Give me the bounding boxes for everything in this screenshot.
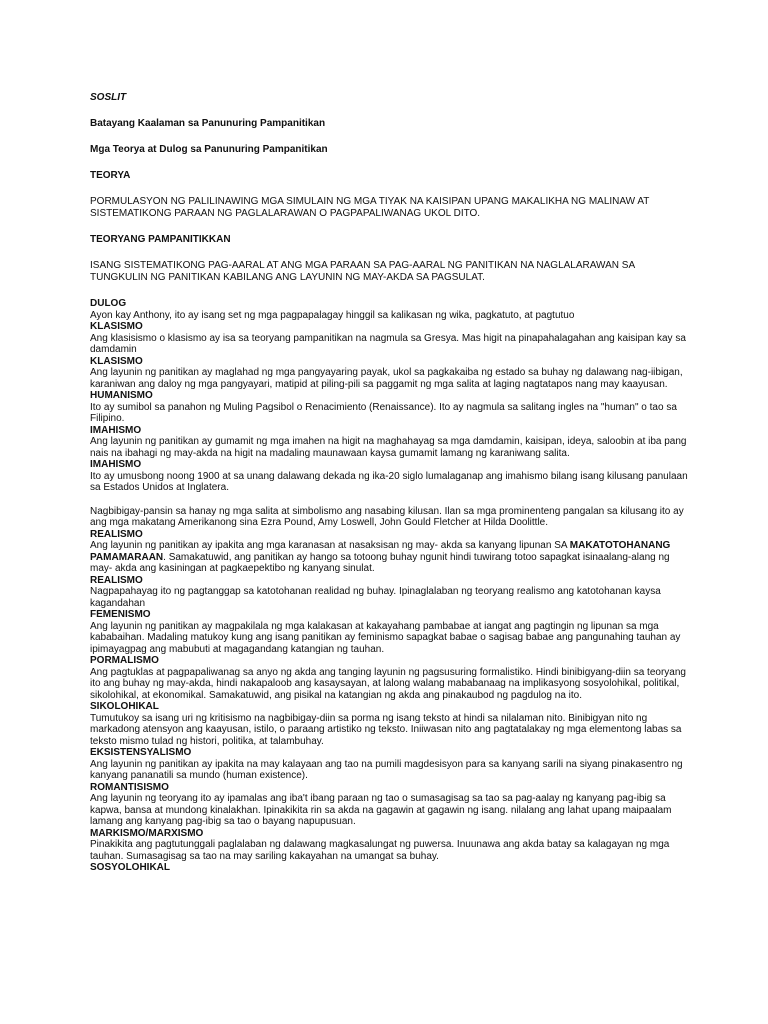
section-text: Ang layunin ng panitikan ay gumamit ng mga imahen na higit na maghahayag sa mga damdamin, kaisipan, ideya, saloobin at iba pang nais na ibahagi ng may-akda na higit na madaling maunawaan kaysa gumamit lamang ng karaniwang salita. <box>90 436 687 459</box>
section-title: IMAHISMO <box>90 459 142 470</box>
section-sikolohikal <box>90 701 690 747</box>
section-text: Ang klasisismo o klasismo ay isa sa teoryang pampanitikan na nagmula sa Gresya. Mas higit na pinapahalagahan ang kaisipan kay sa damdamin <box>90 332 686 355</box>
section-imahismo-continued <box>90 506 690 529</box>
section-title: MARKISMO/MARXISMO <box>90 827 204 839</box>
section-text: Nagbibigay-pansin sa hanay ng mga salita at simbolismo ang nasabing kilusan. Ilan sa mga prominenteng pangalan sa kilusang ito ay ang mga makatang Amerikanong sina Ezra Pound, Amy Loswell, John Gould Fletcher at Hilda Doolittle. <box>90 505 684 528</box>
section-text-emphasis: MAKATOTOHANANG PAMAMARAAN <box>90 540 671 563</box>
section-text: Pinakikita ang pagtutunggali paglalaban ng dalawang magkasalungat ng puwersa. Inuunawa ang akda batay sa kalagayan ng mga tauhan. Sumasagisag sa tao na may sariling kakayahan na umangat sa buhay. <box>90 839 670 862</box>
section-text <box>90 540 690 575</box>
section-title: PORMALISMO <box>90 655 159 666</box>
teoryang-pampanitikan-text: ISANG SISTEMATIKONG PAG-AARAL AT ANG MGA PARAAN SA PAG-AARAL NG PANITIKAN NA NAGLALARAWAN SA TUNGKULIN NG PANITIKAN KABILANG ANG LAYUNIN NG MAY-AKDA SA PAGSULAT. <box>90 260 635 283</box>
section-dulog <box>90 298 690 321</box>
section-imahismo-1 <box>90 425 690 460</box>
section-title: KLASISMO <box>90 321 143 332</box>
section-text-part: . Samakatuwid, ang panitikan ay hango sa totoong buhay ngunit hindi tuwirang totoo sapagkat isinaalang-alang ng may- akda ang kasiningan at pagkaepektibo ng kanyang sinulat. <box>90 551 670 574</box>
section-title: HUMANISMO <box>90 390 153 401</box>
section-femenismo <box>90 609 690 655</box>
doc-heading-1: Batayang Kaalaman sa Panunuring Pampanitikan <box>90 118 326 129</box>
section-title: ROMANTISISMO <box>90 781 169 793</box>
section-eksistensyalismo <box>90 747 690 782</box>
section-title: REALISMO <box>90 574 143 586</box>
teoryang-pampanitikan-title: TEORYANG PAMPANITIKKAN <box>90 234 231 245</box>
section-realismo-1 <box>90 529 690 575</box>
document-page <box>90 92 690 874</box>
section-text: Ito ay sumibol sa panahon ng Muling Pagsibol o Renacimiento (Renaissance). Ito ay nagmula sa salitang ingles na "human" o tao sa Filipino. <box>90 401 677 424</box>
section-romantisismo <box>90 782 690 828</box>
section-text: Ito ay umusbong noong 1900 at sa unang dalawang dekada ng ika-20 siglo lumalaganap ang imahismo bilang isang kilusang panulaan sa Estados Unidos at Inglatera. <box>90 470 688 493</box>
doc-label: SOSLIT <box>90 92 127 103</box>
section-text: Tumutukoy sa isang uri ng kritisismo na nagbibigay-diin sa porma ng isang teksto at hindi sa nilalaman nito. Binibigyan nito ng markadong atensyon ang kaayusan, istilo, o paraang artistiko ng teksto. Iniiwasan nito ang pagtatalakay ng mga elementong labas sa teksto mismo tulad ng histori, politika, at talambuhay. <box>90 712 682 747</box>
section-realismo-2 <box>90 575 690 610</box>
teorya-text: PORMULASYON NG PALILINAWING MGA SIMULAIN NG MGA TIYAK NA KAISIPAN UPANG MAKALIKHA NG MALINAW AT SISTEMATIKONG PARAAN NG PAGLALARAWAN O PAGPAPALIWANAG UKOL DITO. <box>90 196 650 219</box>
section-klasismo-2 <box>90 356 690 391</box>
section-text-part: Ang layunin ng panitikan ay ipakita ang mga karanasan at nasaksisan ng may- akda sa kanyang lipunan SA <box>90 540 570 551</box>
section-title: DULOG <box>90 298 127 309</box>
section-title: REALISMO <box>90 528 143 540</box>
section-title: SIKOLOHIKAL <box>90 701 159 712</box>
section-sosyolohikal <box>90 862 690 874</box>
section-text: Ayon kay Anthony, ito ay isang set ng mga pagpapalagay hinggil sa kalikasan ng wika, pagkatuto, at pagtutuo <box>90 309 575 321</box>
section-text: Ang pagtuklas at pagpapaliwanag sa anyo ng akda ang tanging layunin ng pagsusuring formalistiko. Hindi binibigyang-diin sa teoryang ito ang buhay ng may-akda, hindi nakapaloob ang kasaysayan, at lalong walang mababanaag na implikasyong sosyolohikal, politikal, sikolohikal, at ekonomikal. Samakatuwid, ang pisikal na katangian ng akda ang pinakaubod ng pagdulog na ito. <box>90 666 686 701</box>
section-text: Ang layunin ng panitikan ay ipakita na may kalayaan ang tao na pumili magdesisyon para sa kanyang sarili na siyang pinakasentro ng kanyang pananatili sa mundo (human existence). <box>90 758 683 781</box>
section-title: IMAHISMO <box>90 424 142 436</box>
section-klasismo-1 <box>90 321 690 356</box>
section-text: Ang layunin ng panitikan ay maglahad ng mga pangyayaring payak, ukol sa pagkakaiba ng estado sa buhay ng dalawang nag-iibigan, karaniwan ang daloy ng mga pangyayari, matipid at piling-pili sa paggamit ng mga salita at laging nagtatapos nang may kaayusan. <box>90 367 683 390</box>
section-title: SOSYOLOHIKAL <box>90 862 171 873</box>
section-title: KLASISMO <box>90 355 143 367</box>
section-text: Ang layunin ng teoryang ito ay ipamalas ang iba't ibang paraan ng tao o sumasagisag sa tao sa pag-aalay ng kanyang pag-ibig sa kapwa, bansa at mundong kinalakhan. Ipinakikita rin sa akda na gagawin at gagawin ng isang. nilalang ang lahat upang maipaalam lamang ang kanyang pag-ibig sa tao o bayang napupusuan. <box>90 793 672 827</box>
section-humanismo <box>90 390 690 425</box>
section-text: Nagpapahayag ito ng pagtanggap sa katotohanan realidad ng buhay. Ipinaglalaban ng teoryang realismo ang katotohanan kaysa kagandahan <box>90 586 661 609</box>
section-text: Ang layunin ng panitikan ay magpakilala ng mga kalakasan at kakayahang pambabae at iangat ang pagtingin ng lipunan sa mga kababaihan. Madaling matukoy kung ang isang panitikan ay feminismo sapagkat babae o sagisag babae ang pangunahing tauhan ay ipimayagpag ang mabubuti at magagandang katangian ng tauhan. <box>90 620 681 655</box>
section-markismo <box>90 828 690 863</box>
section-pormalismo <box>90 655 690 701</box>
section-title: FEMENISMO <box>90 609 151 620</box>
section-title: EKSISTENSYALISMO <box>90 747 192 758</box>
teorya-title: TEORYA <box>90 170 131 181</box>
section-imahismo-2 <box>90 459 690 494</box>
doc-heading-2: Mga Teorya at Dulog sa Panunuring Pampanitikan <box>90 144 328 155</box>
